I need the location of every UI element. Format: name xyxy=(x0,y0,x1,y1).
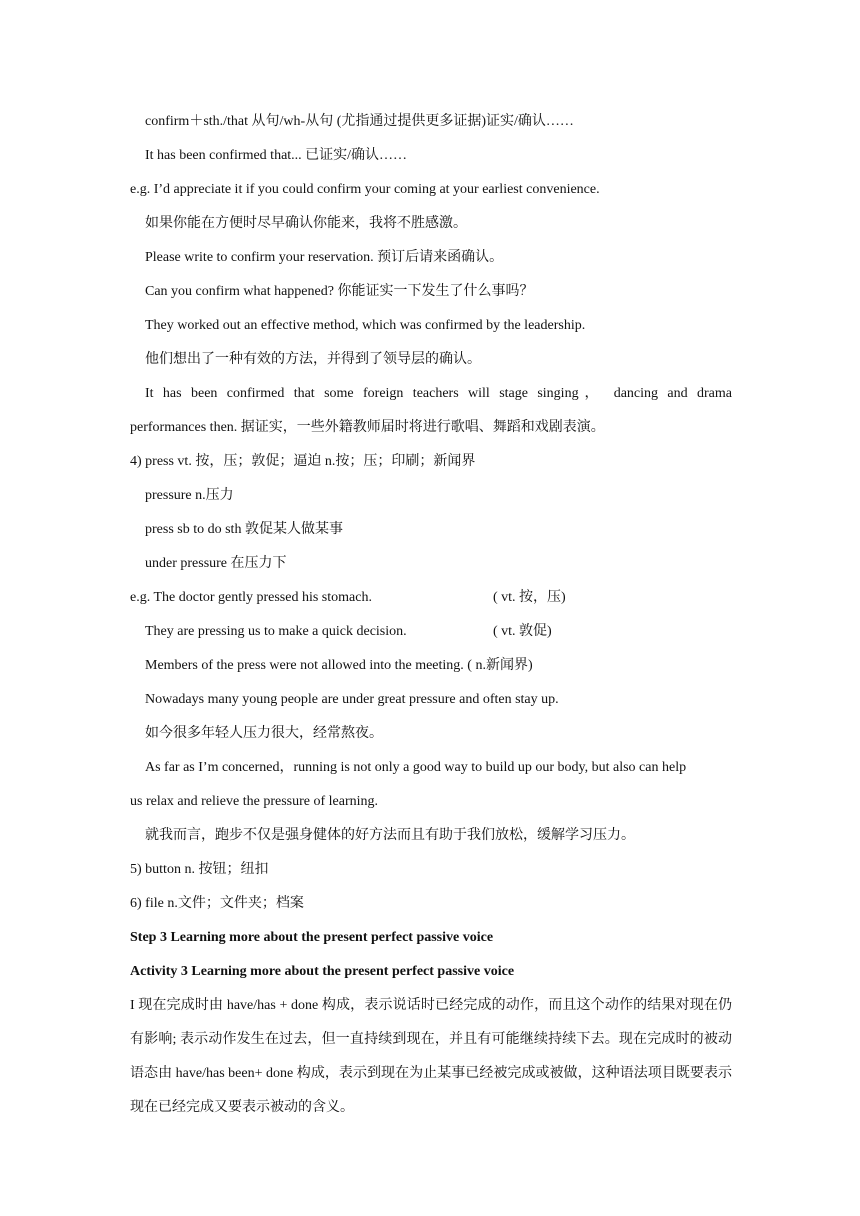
vocab-item: pressure n.压力 xyxy=(145,488,234,503)
example-sentence: They are pressing us to make a quick decision. xyxy=(145,624,407,639)
example-line: Members of the press were not allowed into the meeting. ( n.新闻界) xyxy=(145,658,533,673)
translation-line: 如果你能在方便时尽早确认你能来，我将不胜感激。 xyxy=(145,216,467,231)
example-line: It has been confirmed that some foreign teachers will stage singing， dancing and drama xyxy=(145,386,732,401)
example-line: Can you confirm what happened? 你能证实一下发生了什么事吗？ xyxy=(145,284,534,299)
grammar-paragraph: I 现在完成时由 have/has + done 构成，表示说话时已经完成的动作，而且这个动作的结果对现在仍有影响; 表示动作发生在过去，但一直持续到现在，并且有可能继续持续下去。现在完成时的被动语态由 have/has been+ done 构成，表示到现在为止某事已经被完成或被做，这种语法项目既要表示现在已经完成又要表示被动的含义。 xyxy=(130,998,732,1115)
part-of-speech-note: ( vt. 敦促) xyxy=(493,624,552,639)
step-heading: Step 3 Learning more about the present perfect passive voice xyxy=(130,930,494,945)
vocab-heading-press: 4) press vt. 按，压；敦促；逼迫 n.按；压；印刷；新闻界 xyxy=(130,454,476,469)
confirm-phrase-line: It has been confirmed that... 已证实/确认…… xyxy=(145,148,408,163)
vocab-heading-button: 5) button n. 按钮；纽扣 xyxy=(130,862,269,877)
example-line: Please write to confirm your reservation. 预订后请来函确认。 xyxy=(145,250,504,265)
example-row xyxy=(130,581,732,615)
activity-heading: Activity 3 Learning more about the present perfect passive voice xyxy=(130,964,515,979)
translation-line: 如今很多年轻人压力很大，经常熬夜。 xyxy=(145,726,383,741)
document-page xyxy=(130,105,732,1125)
example-row xyxy=(130,615,732,649)
example-line: As far as I’m concerned，running is not only a good way to build up our body, but also can help xyxy=(145,760,687,775)
example-line: Nowadays many young people are under great pressure and often stay up. xyxy=(145,692,559,707)
example-line-continued: us relax and relieve the pressure of learning. xyxy=(130,794,379,809)
example-sentence: e.g. The doctor gently pressed his stomach. xyxy=(130,590,372,605)
example-line-continued: performances then. 据证实，一些外籍教师届时将进行歌唱、舞蹈和戏剧表演。 xyxy=(130,420,605,435)
translation-line: 就我而言，跑步不仅是强身健体的好方法而且有助于我们放松，缓解学习压力。 xyxy=(145,828,635,843)
vocab-item: under pressure 在压力下 xyxy=(145,556,287,571)
example-line: e.g. I’d appreciate it if you could confirm your coming at your earliest convenience. xyxy=(130,182,600,197)
confirm-usage-line: confirm＋sth./that 从句/wh-从句 (尤指通过提供更多证据)证实/确认…… xyxy=(145,114,574,129)
vocab-heading-file: 6) file n.文件；文件夹；档案 xyxy=(130,896,304,911)
example-line: They worked out an effective method, which was confirmed by the leadership. xyxy=(145,318,586,333)
vocab-item: press sb to do sth 敦促某人做某事 xyxy=(145,522,343,537)
part-of-speech-note: ( vt. 按，压) xyxy=(493,590,566,605)
translation-line: 他们想出了一种有效的方法，并得到了领导层的确认。 xyxy=(145,352,481,367)
